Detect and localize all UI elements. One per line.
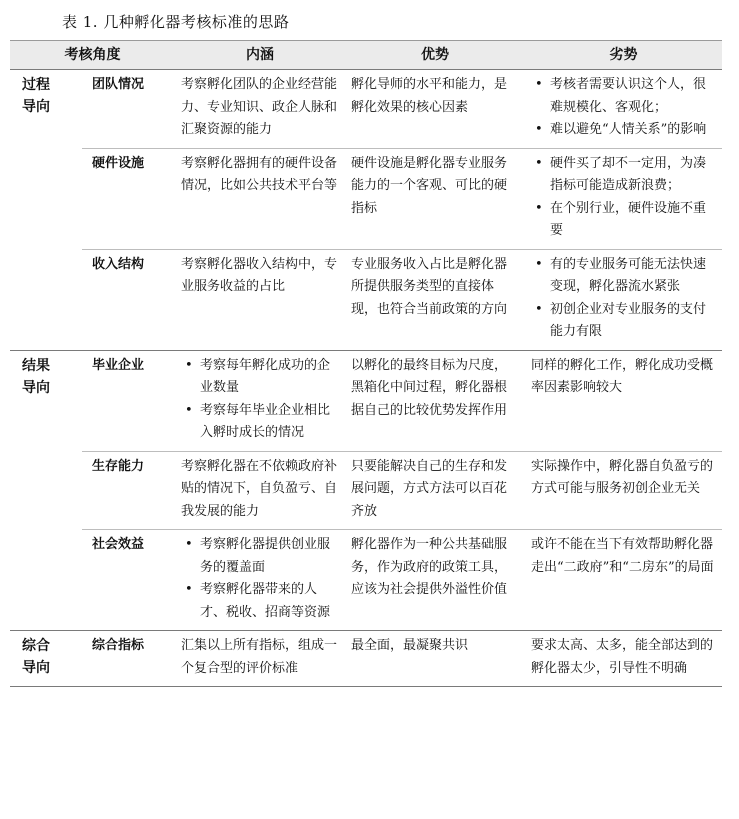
cons-cell xyxy=(525,148,722,249)
list-item: • 在个别行业，硬件设施不重要 xyxy=(550,198,716,243)
category-cell: 硬件设施 xyxy=(82,148,175,249)
list-item: • 考察孵化器带来的人才、税收、招商等资源 xyxy=(200,579,339,624)
content-cell xyxy=(175,350,345,451)
table-row xyxy=(10,148,722,249)
table-row xyxy=(10,451,722,530)
cons-cell xyxy=(525,70,722,149)
category-cell: 毕业企业 xyxy=(82,350,175,451)
table-row xyxy=(10,631,722,687)
content-list xyxy=(181,534,339,624)
category-cell: 综合指标 xyxy=(82,631,175,687)
group-label-process: 过程 导向 xyxy=(10,70,82,351)
cons-cell: 或许不能在当下有效帮助孵化器走出“二政府”和“二房东”的局面 xyxy=(531,537,714,575)
cons-list xyxy=(531,74,716,142)
header-content: 内涵 xyxy=(175,41,345,70)
pros-cell: 最全面，最凝聚共识 xyxy=(345,631,525,687)
header-cons: 劣势 xyxy=(525,41,722,70)
content-cell xyxy=(175,530,345,631)
evaluation-table xyxy=(10,40,722,687)
content-cell: 考察孵化团队的企业经营能力、专业知识、政企人脉和汇聚资源的能力 xyxy=(175,70,345,149)
content-cell: 考察孵化器收入结构中，专业服务收益的占比 xyxy=(181,256,338,294)
cons-list xyxy=(531,254,716,344)
pros-cell: 专业服务收入占比是孵化器所提供服务类型的直接体现，也符合当前政策的方向 xyxy=(351,256,508,317)
category-cell: 团队情况 xyxy=(82,70,175,149)
list-item: • 初创企业对专业服务的支付能力有限 xyxy=(550,299,716,344)
pros-cell: 只要能解决自己的生存和发展问题，方式方法可以百花齐放 xyxy=(345,451,525,530)
header-pros: 优势 xyxy=(345,41,525,70)
list-item: • 考察孵化器提供创业服务的覆盖面 xyxy=(200,534,339,579)
category-cell: 生存能力 xyxy=(82,451,175,530)
cons-cell: 要求太高、太多，能全部达到的孵化器太少，引导性不明确 xyxy=(525,631,722,687)
cons-cell: 实际操作中，孵化器自负盈亏的方式可能与服务初创企业无关 xyxy=(525,451,722,530)
table-row xyxy=(10,249,722,350)
content-cell: 考察孵化器拥有的硬件设备情况，比如公共技术平台等 xyxy=(175,148,345,249)
table-header-row xyxy=(10,41,722,70)
table-caption: 表 1. 几种孵化器考核标准的思路 xyxy=(62,13,290,31)
group-label-composite: 综合 导向 xyxy=(10,631,82,687)
list-item: • 硬件买了却不一定用，为凑指标可能造成新浪费； xyxy=(550,153,716,198)
content-list xyxy=(181,355,339,445)
list-item: • 难以避免“人情关系”的影响 xyxy=(550,119,716,142)
cons-cell: 同样的孵化工作，孵化成功受概率因素影响较大 xyxy=(525,350,722,451)
pros-cell: 以孵化的最终目标为尺度，黑箱化中间过程，孵化器根据自己的比较优势发挥作用 xyxy=(345,350,525,451)
category-cell: 社会效益 xyxy=(92,537,145,552)
list-item: • 考核者需要认识这个人，很难规模化、客观化； xyxy=(550,74,716,119)
cons-cell xyxy=(525,249,722,350)
content-cell: 汇集以上所有指标，组成一个复合型的评价标准 xyxy=(175,631,345,687)
list-item: • 有的专业服务可能无法快速变现，孵化器流水紧张 xyxy=(550,254,716,299)
pros-cell: 硬件设施是孵化器专业服务能力的一个客观、可比的硬指标 xyxy=(345,148,525,249)
list-item: • 考察每年孵化成功的企业数量 xyxy=(200,355,339,400)
pros-cell: 孵化导师的水平和能力，是孵化效果的核心因素 xyxy=(345,70,525,149)
cons-list xyxy=(531,153,716,243)
pros-cell: 孵化器作为一种公共基础服务，作为政府的政策工具，应该为社会提供外溢性价值 xyxy=(351,537,508,597)
category-cell: 收入结构 xyxy=(92,256,145,272)
table-row xyxy=(10,350,722,451)
table-row xyxy=(10,530,722,631)
list-item: • 考察每年毕业企业相比入孵时成长的情况 xyxy=(200,400,339,445)
content-cell: 考察孵化器在不依赖政府补贴的情况下，自负盈亏、自我发展的能力 xyxy=(175,451,345,530)
group-label-result: 结果 导向 xyxy=(10,350,82,631)
table-row xyxy=(10,70,722,149)
header-angle: 考核角度 xyxy=(10,41,175,70)
